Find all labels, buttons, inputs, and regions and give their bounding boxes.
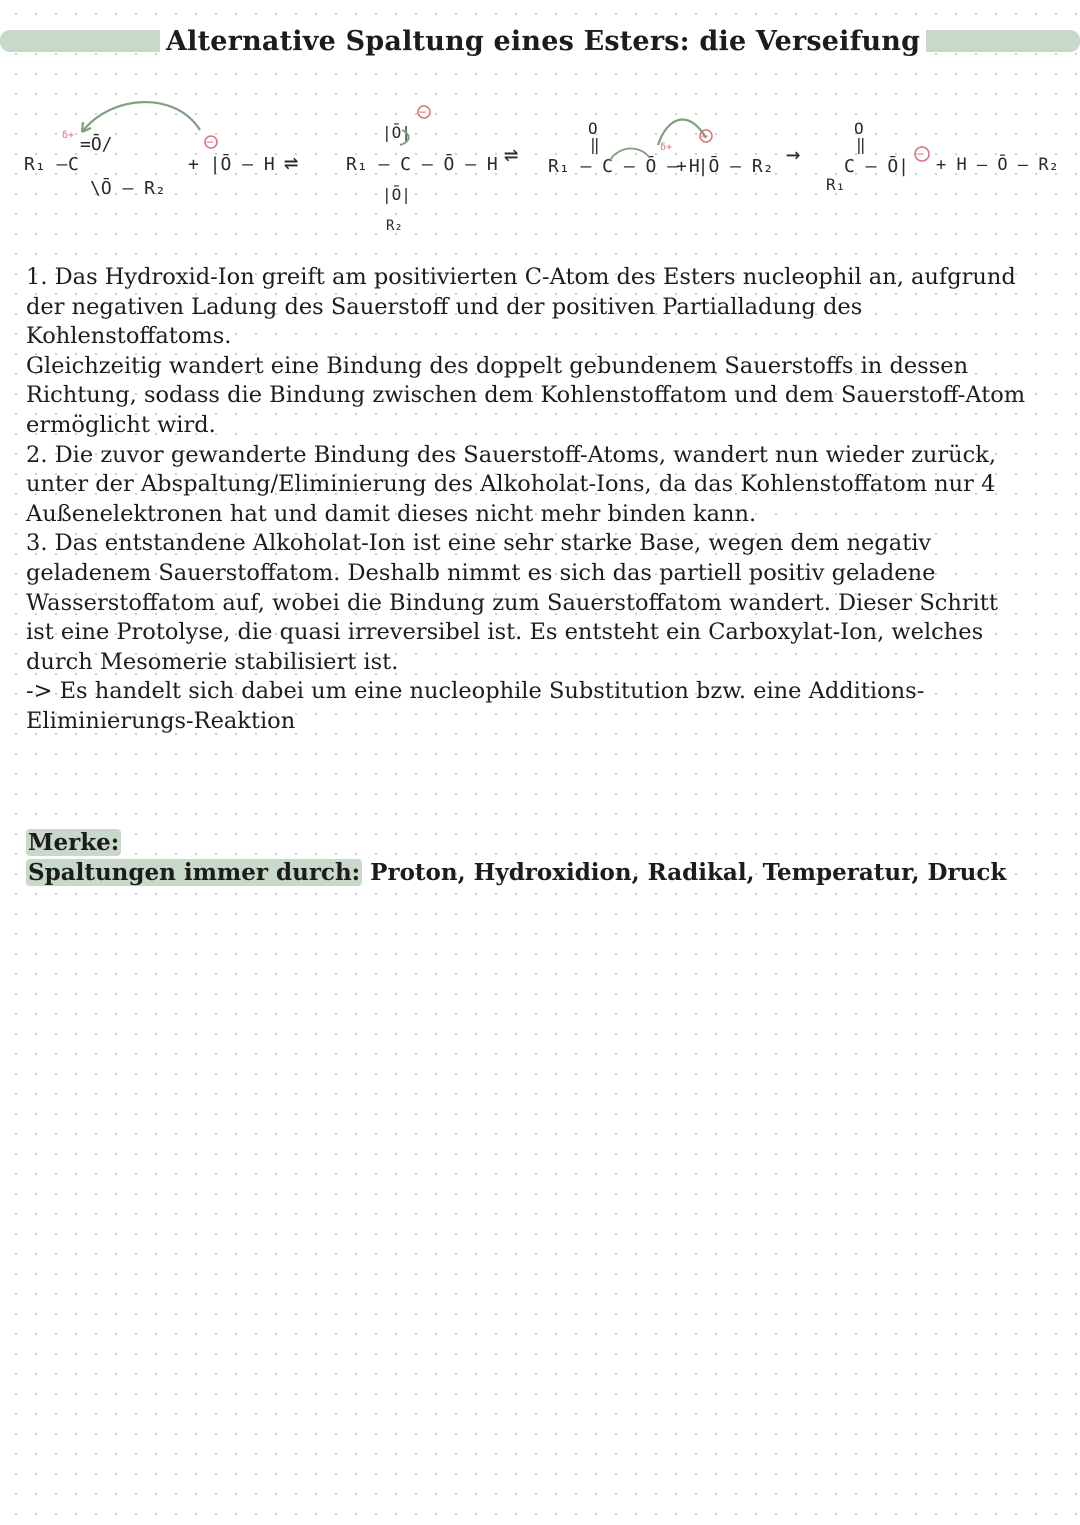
intermediate-top-oxygen: |Ō|	[382, 123, 411, 142]
explanation-text	[26, 263, 1026, 737]
ester-double-oxygen: =Ō/	[80, 134, 113, 155]
products1-double-bond: ‖	[590, 135, 600, 154]
merke-label: Spaltungen immer durch:	[28, 859, 361, 886]
products2-r1: R₁	[826, 175, 846, 194]
page-title: Alternative Spaltung eines Esters: die Verseifung	[160, 24, 926, 60]
paragraph-step-2: 2. Die zuvor gewanderte Bindung des Sauerstoff-Atoms, wandert nun wieder zurück, unter der Abspaltung/Eliminierung des Alkoholat-Ions, da das Kohlenstoffatom nur 4 Außenelektronen hat und damit dieses nicht mehr binden kann.	[26, 441, 997, 527]
forward-arrow: →	[786, 140, 801, 168]
charge-hydroxide-sign: −	[206, 135, 214, 149]
products1-alkoxide: + |Ō – R₂	[676, 156, 774, 177]
charge-carboxylate-sign: −	[917, 147, 925, 161]
intermediate-r2: R₂	[386, 218, 403, 234]
products1-partial-plus: δ+	[660, 142, 673, 153]
products2-double-bond: ‖	[856, 135, 866, 154]
paragraph-step-3: 3. Das entstandene Alkoholat-Ion ist eine sehr starke Base, wegen dem negativ geladenem Sauerstoffatom. Deshalb nimmt es sich das partiell positiv geladene Wasserstoffatom auf, wobei die Bindung zum Sauerstoffatom wandert. Dieser Schritt ist eine Protolyse, die quasi irreversibel ist. Es entsteht ein Carboxylat-Ion, welches durch Mesomerie stabilisiert ist.	[26, 530, 998, 675]
products2-row: C – Ō|	[844, 156, 910, 177]
intermediate-row: R₁ – C – Ō – H	[346, 154, 498, 175]
charge-alkoxide-sign: −	[701, 129, 709, 143]
paragraph-conclusion: -> Es handelt sich dabei um eine nucleophile Substitution bzw. eine Additions-Eliminierungs-Reaktion	[26, 678, 925, 734]
ester-or2: \Ō – R₂	[90, 178, 166, 199]
merke-box	[26, 828, 1026, 888]
equilibrium-arrow-2: ⇌	[504, 140, 519, 168]
equilibrium-arrow-1: ⇌	[284, 148, 299, 176]
reaction-scheme	[0, 90, 1080, 250]
ester-carbon: C	[68, 154, 79, 175]
curved-arrow-1	[82, 102, 200, 132]
products1-top-oxygen: O	[588, 119, 598, 138]
products2-top-oxygen: O	[854, 119, 864, 138]
hydroxide: + |Ō – H	[188, 154, 275, 175]
charge-intermediate-sign: −	[419, 105, 427, 119]
intermediate-bottom-oxygen: |Ō|	[382, 185, 411, 204]
ester-partial-plus: δ+	[62, 130, 75, 141]
products1-row: R₁ – C – Ō – H	[548, 156, 700, 177]
paragraph-step-1-cont: Gleichzeitig wandert eine Bindung des doppelt gebundenem Sauerstoffs in dessen Richtung, sodass die Bindung zwischen dem Kohlenstoffatom und dem Sauerstoff-Atom ermöglicht wird.	[26, 352, 1026, 438]
merke-heading: Merke:	[28, 829, 120, 856]
products2-alcohol: + H – Ō – R₂	[936, 155, 1059, 175]
merke-items: Proton, Hydroxidion, Radikal, Temperatur, Druck	[370, 859, 1007, 886]
paragraph-step-1: 1. Das Hydroxid-Ion greift am positivierten C-Atom des Esters nucleophil an, aufgrund der negativen Ladung des Sauerstoff und der positiven Partialladung des Kohlenstoffatoms.	[26, 264, 1016, 350]
ester-r1: R₁ –	[24, 154, 68, 175]
